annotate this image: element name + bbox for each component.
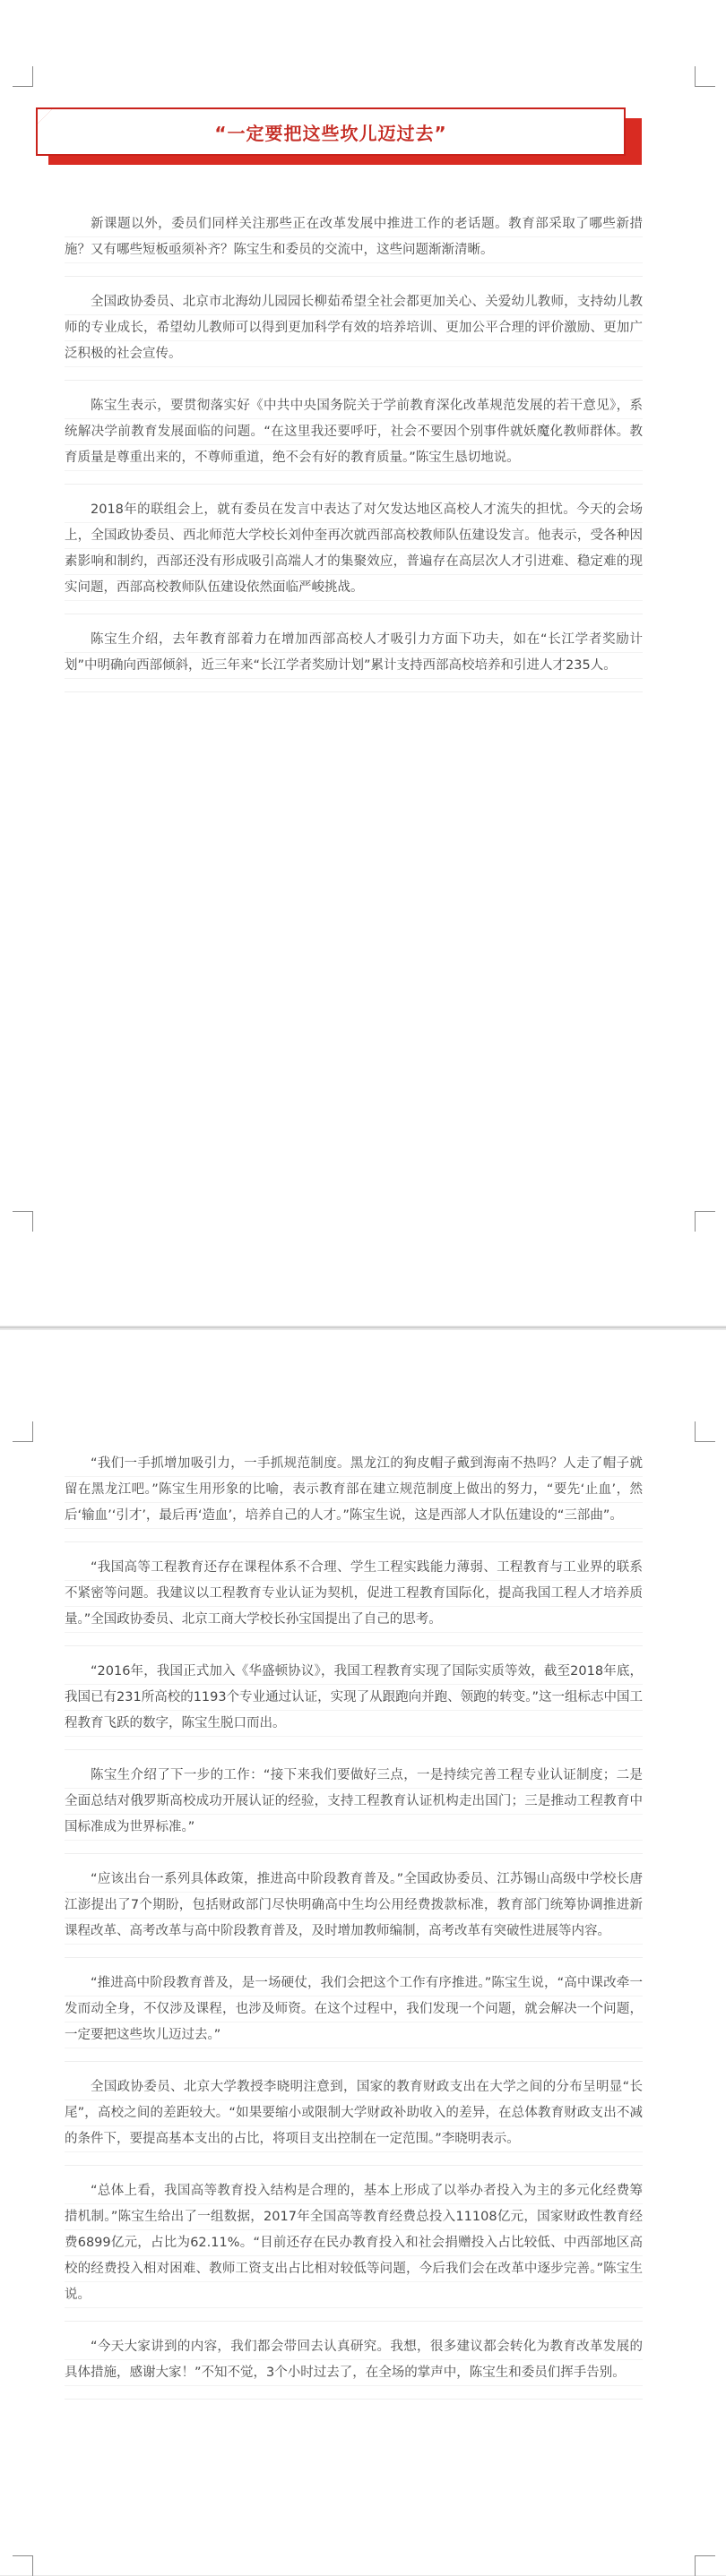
paragraph: 陈宝生表示，要贯彻落实好《中共中央国务院关于学前教育深化改革规范发展的若干意见》，系统解决学前教育发展面临的问题。“在这里我还要呼吁，社会不要因个别事件就妖魔化教师群体。教育质量是尊重出来的，不尊师重道，绝不会有好的教育质量。”陈宝生恳切地说。 [65,393,643,485]
crop-mark-bottom-left [13,1211,33,1232]
crop-mark-bottom-right [695,2555,715,2576]
paragraph: “应该出台一系列具体政策，推进高中阶段教育普及。”全国政协委员、江苏锡山高级中学校长唐江澎提出了7个期盼，包括财政部门尽快明确高中生均公用经费拨款标准，教育部门统筹协调推进新课程改革、高考改革与高中阶段教育普及，及时增加教师编制，高考改革有突破性进展等内容。 [65,1867,643,1958]
paragraph: “我们一手抓增加吸引力，一手抓规范制度。黑龙江的狗皮帽子戴到海南不热吗？人走了帽子就留在黑龙江吧。”陈宝生用形象的比喻，表示教育部在建立规范制度上做出的努力，“要先‘止血’，然后‘输血’‘引才’，最后再‘造血’，培养自己的人才。”陈宝生说，这是西部人才队伍建设的“三部曲”。 [65,1451,643,1542]
page-separator [0,1327,726,1328]
crop-mark-bottom-left [13,2555,33,2576]
title-banner [36,107,647,172]
paragraph: “今天大家讲到的内容，我们都会带回去认真研究。我想，很多建议都会转化为教育改革发展的具体措施，感谢大家！”不知不觉，3个小时过去了，在全场的掌声中，陈宝生和委员们挥手告别。 [65,2334,643,2400]
document-page-2 [0,1330,726,2575]
document-title: “一定要把这些坎儿迈过去” [214,122,447,144]
crop-mark-top-right [695,1421,715,1442]
crop-mark-bottom-right [695,1211,715,1232]
crop-mark-top-right [695,66,715,87]
crop-mark-top-left [13,1421,33,1442]
page-2-body [65,1451,643,2412]
paragraph: “推进高中阶段教育普及，是一场硬仗，我们会把这个工作有序推进。”陈宝生说，“高中课改牵一发而动全身，不仅涉及课程，也涉及师资。在这个过程中，我们发现一个问题，就会解决一个问题，一定要把这些坎儿迈过去。” [65,1971,643,2062]
paragraph: 陈宝生介绍了下一步的工作：“接下来我们要做好三点，一是持续完善工程专业认证制度；二是全面总结对俄罗斯高校成功开展认证的经验，支持工程教育认证机构走出国门；三是推动工程教育中国标准成为世界标准。” [65,1763,643,1854]
paragraph: 全国政协委员、北京大学教授李晓明注意到，国家的教育财政支出在大学之间的分布呈明显“长尾”，高校之间的差距较大。“如果要缩小或限制大学财政补助收入的差异，在总体教育财政支出不减的条件下，要提高基本支出的占比，将项目支出控制在一定范围。”李晓明表示。 [65,2074,643,2166]
title-corner-notch-inner [38,109,52,124]
paragraph: 2018年的联组会上，就有委员在发言中表达了对欠发达地区高校人才流失的担忧。今天的会场上，全国政协委员、西北师范大学校长刘仲奎再次就西部高校教师队伍建设发言。他表示，受各种因素影响和制约，西部还没有形成吸引高端人才的集聚效应，普遍存在高层次人才引进难、稳定难的现实问题，西部高校教师队伍建设依然面临严峻挑战。 [65,497,643,614]
crop-mark-top-left [13,66,33,87]
paragraph: “总体上看，我国高等教育投入结构是合理的，基本上形成了以举办者投入为主的多元化经费筹措机制。”陈宝生给出了一组数据，2017年全国高等教育经费总投入11108亿元，国家财政性教育经费6899亿元，占比为62.11%。“目前还存在民办教育投入和社会捐赠投入占比较低、中西部地区高校的经费投入相对困难、教师工资支出占比相对较低等问题，今后我们会在改革中逐步完善。”陈宝生说。 [65,2178,643,2322]
paragraph: 陈宝生介绍，去年教育部着力在增加西部高校人才吸引力方面下功夫，如在“长江学者奖励计划”中明确向西部倾斜，近三年来“长江学者奖励计划”累计支持西部高校培养和引进人才235人。 [65,627,643,692]
paragraph: “2016年，我国正式加入《华盛顿协议》，我国工程教育实现了国际实质等效，截至2018年底，我国已有231所高校的1193个专业通过认证，实现了从跟跑向并跑、领跑的转变。”这一组标志中国工程教育飞跃的数字，陈宝生脱口而出。 [65,1659,643,1750]
paragraph: 新课题以外，委员们同样关注那些正在改革发展中推进工作的老话题。教育部采取了哪些新措施？又有哪些短板亟须补齐？陈宝生和委员的交流中，这些问题渐渐清晰。 [65,211,643,277]
paragraph: 全国政协委员、北京市北海幼儿园园长柳茹希望全社会都更加关心、关爱幼儿教师，支持幼儿教师的专业成长，希望幼儿教师可以得到更加科学有效的培养培训、更加公平合理的评价激励、更加广泛积极的社会宣传。 [65,289,643,381]
title-box [36,107,626,156]
page-1-body [65,211,643,705]
paragraph: “我国高等工程教育还存在课程体系不合理、学生工程实践能力薄弱、工程教育与工业界的联系不紧密等问题。我建议以工程教育专业认证为契机，促进工程教育国际化，提高我国工程人才培养质量。”全国政协委员、北京工商大学校长孙宝国提出了自己的思考。 [65,1555,643,1646]
